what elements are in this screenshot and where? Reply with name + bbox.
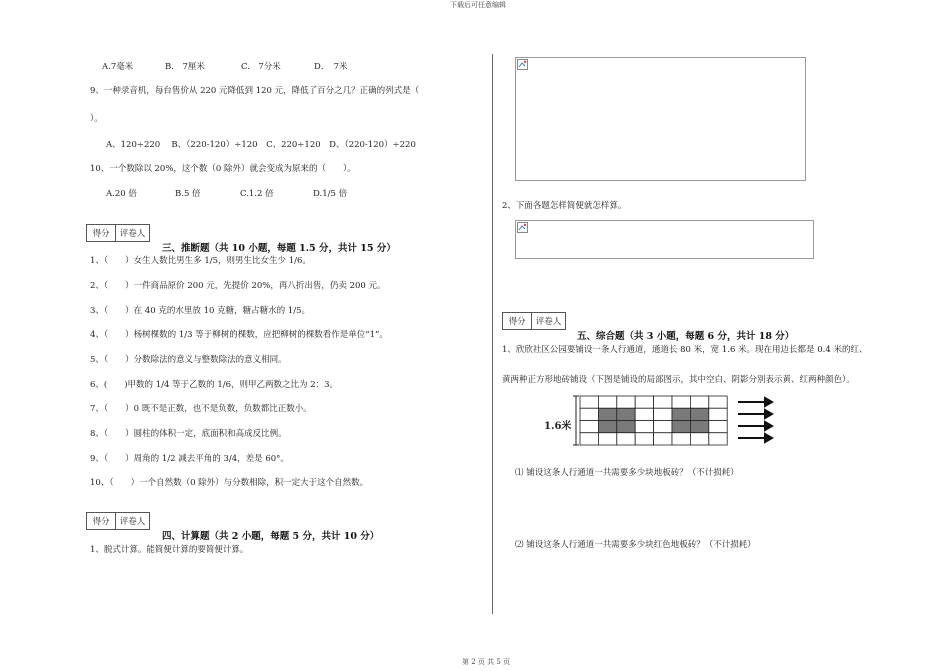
sec5-score-box: [502, 312, 566, 330]
grader-label: 评卷人: [119, 517, 146, 527]
q10-option-d: D.1/5 倍: [313, 189, 348, 199]
q9-stem: 9、一种录音机，每台售价从 220 元降低到 120 元，降低了百分之几？正确的列式是（: [90, 86, 420, 96]
sub-question-1: ⑴ 铺设这条人行通道一共需要多少块地板砖？（不计损耗）: [515, 468, 739, 478]
q10-option-a: A.20 倍: [106, 189, 137, 199]
page-header-note: 下载后可任意编辑: [450, 1, 506, 9]
sec3-item-5: 5、（ ）分数除法的意义与整数除法的意义相同。: [90, 355, 287, 365]
yellow-tile: [690, 433, 708, 445]
yellow-tile: [709, 433, 727, 445]
q10-option-b: B.5 倍: [175, 189, 201, 199]
sec4-title: 四、计算题（共 2 小题，每题 5 分，共计 10 分）: [162, 531, 380, 542]
yellow-tile: [617, 433, 635, 445]
sec3-item-4: 4、（ ）杨树棵数的 1/3 等于柳树的棵数，应把柳树的棵数看作是单位“1”。: [90, 330, 388, 340]
yellow-tile: [580, 421, 598, 433]
yellow-tile: [654, 421, 672, 433]
red-tile: [672, 408, 690, 420]
q9-stem-end: ）。: [90, 114, 103, 124]
yellow-tile: [672, 396, 690, 408]
q8-option-c: C. 7分米: [241, 62, 281, 72]
q2-text: 2、下面各题怎样简便就怎样算。: [502, 201, 627, 211]
yellow-tile: [635, 396, 653, 408]
red-tile: [690, 421, 708, 433]
yellow-tile: [709, 408, 727, 420]
yellow-tile: [672, 433, 690, 445]
image-placeholder: [515, 57, 806, 181]
sec3-item-8: 8、（ ）圆柱的体积一定，底面积和高成反比例。: [90, 429, 287, 439]
sec3-item-6: 6、( )甲数的 1/4 等于乙数的 1/6，则甲乙两数之比为 2：3。: [90, 380, 339, 390]
sec4-q1: 1、脱式计算。能简便计算的要简便计算。: [90, 545, 249, 555]
yellow-tile: [709, 421, 727, 433]
width-label: 1.6米: [544, 421, 572, 432]
red-tile: [690, 408, 708, 420]
sec3-title: 三、推断题（共 10 小题，每题 1.5 分，共计 15 分）: [162, 243, 396, 254]
sec3-item-2: 2、（ ）一件商品原价 200 元，先提价 20%，再八折出售，仍卖 200 元。: [90, 281, 386, 291]
red-tile: [617, 421, 635, 433]
grader-label: 评卷人: [119, 229, 146, 239]
red-tile: [598, 421, 616, 433]
yellow-tile: [635, 433, 653, 445]
yellow-tile: [709, 396, 727, 408]
sec3-item-9: 9、（ ）周角的 1/2 减去平角的 3/4，差是 60°。: [90, 454, 289, 464]
yellow-tile: [635, 408, 653, 420]
q8-option-a: A.7毫米: [102, 62, 134, 72]
sec3-score-box: [86, 224, 150, 242]
yellow-tile: [617, 396, 635, 408]
tile-diagram: [570, 393, 780, 449]
sec5-q1-line2: 黄两种正方形地砖铺设（下图是铺设的局部图示，其中空白、阴影分别表示黄、红两种颜色）。: [502, 375, 855, 385]
yellow-tile: [654, 433, 672, 445]
yellow-tile: [598, 433, 616, 445]
sub-question-2: ⑵ 铺设这条人行通道一共需要多少块红色地板砖？（不计损耗）: [515, 540, 756, 550]
sec3-item-1: 1、（ ）女生人数比男生多 1/5，则男生比女生少 1/6。: [90, 256, 311, 266]
q8-option-b: B. 7厘米: [165, 62, 205, 72]
score-label: 得分: [87, 513, 116, 529]
yellow-tile: [580, 408, 598, 420]
yellow-tile: [598, 396, 616, 408]
yellow-tile: [580, 433, 598, 445]
page-footer: 第 2 页 共 5 页: [462, 658, 511, 666]
column-divider: [492, 54, 493, 614]
sec4-score-box: [86, 512, 150, 530]
yellow-tile: [654, 408, 672, 420]
sec3-item-3: 3、（ ）在 40 克的水里放 10 克糖，糖占糖水的 1/5。: [90, 306, 310, 316]
q8-option-d: D． 7米: [314, 62, 348, 72]
red-tile: [672, 421, 690, 433]
sec5-title: 五、综合题（共 3 小题，每题 6 分，共计 18 分）: [577, 331, 795, 342]
yellow-tile: [580, 396, 598, 408]
image-placeholder: [515, 220, 814, 259]
red-tile: [598, 408, 616, 420]
broken-image-icon: [517, 59, 528, 70]
score-label: 得分: [503, 313, 532, 329]
yellow-tile: [635, 421, 653, 433]
sec5-q1-line1: 1、欣欣社区公园要铺设一条人行通道，通道长 80 米，宽 1.6 米。现在用边长都是 0.4 米的红、: [502, 345, 868, 355]
sec3-item-10: 10、（ ）一个自然数（0 除外）与分数相除，积一定大于这个自然数。: [90, 478, 369, 488]
score-label: 得分: [87, 225, 116, 241]
q10-option-c: C.1.2 倍: [240, 189, 274, 199]
grader-label: 评卷人: [535, 317, 562, 327]
q10-stem: 10、一个数除以 20%，这个数（0 除外）就会变成为原来的（ ）。: [90, 164, 356, 174]
red-tile: [617, 408, 635, 420]
sec3-item-7: 7、（ ）0 既不是正数，也不是负数，负数都比正数小。: [90, 404, 312, 414]
yellow-tile: [654, 396, 672, 408]
yellow-tile: [690, 396, 708, 408]
q9-options: A、120÷220 B、（220-120）÷120 C、220÷120 D、（220-120）÷220: [106, 140, 416, 150]
broken-image-icon: [517, 222, 528, 233]
